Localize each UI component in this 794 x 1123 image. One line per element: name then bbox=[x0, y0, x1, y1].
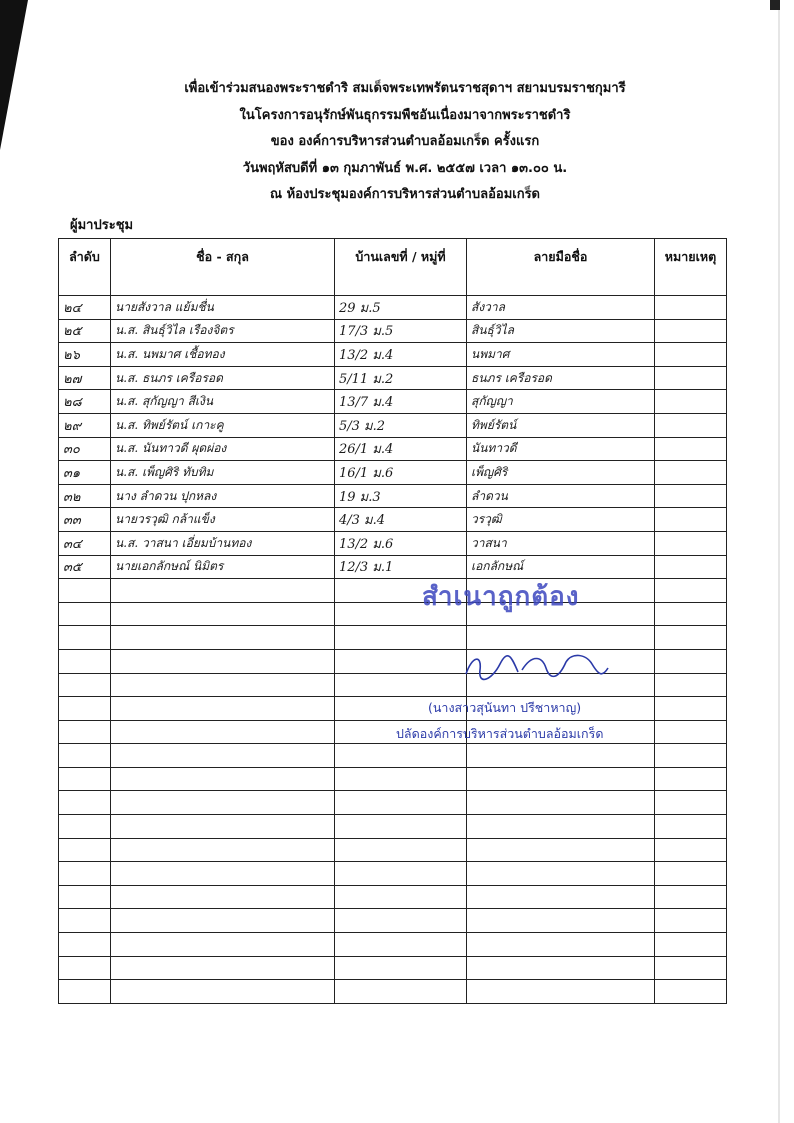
table-row-empty bbox=[59, 791, 727, 815]
empty-cell bbox=[467, 838, 655, 862]
empty-cell bbox=[59, 697, 111, 721]
empty-cell bbox=[655, 649, 727, 673]
empty-cell bbox=[59, 744, 111, 768]
empty-cell bbox=[111, 767, 335, 791]
row-signature: สินธุ์วิไล bbox=[467, 319, 655, 343]
empty-cell bbox=[467, 767, 655, 791]
table-row-empty bbox=[59, 744, 727, 768]
table-row bbox=[59, 296, 727, 320]
empty-cell bbox=[59, 720, 111, 744]
empty-cell bbox=[655, 767, 727, 791]
row-remark bbox=[655, 508, 727, 532]
row-number: ๒๖ bbox=[59, 343, 111, 367]
empty-cell bbox=[111, 626, 335, 650]
table-row bbox=[59, 461, 727, 485]
empty-cell bbox=[467, 744, 655, 768]
row-address: 5/3 ม.2 bbox=[335, 413, 467, 437]
table-row-empty bbox=[59, 956, 727, 980]
row-signature: เอกลักษณ์ bbox=[467, 555, 655, 579]
empty-cell bbox=[59, 885, 111, 909]
row-number: ๓๔ bbox=[59, 531, 111, 555]
empty-cell bbox=[655, 697, 727, 721]
table-row-empty bbox=[59, 649, 727, 673]
table-row-empty bbox=[59, 626, 727, 650]
empty-cell bbox=[111, 815, 335, 839]
row-address: 13/2 ม.6 bbox=[335, 531, 467, 555]
row-remark bbox=[655, 296, 727, 320]
row-remark bbox=[655, 437, 727, 461]
table-row-empty bbox=[59, 980, 727, 1004]
empty-cell bbox=[111, 649, 335, 673]
empty-cell bbox=[655, 956, 727, 980]
table-row bbox=[59, 390, 727, 414]
empty-cell bbox=[59, 579, 111, 603]
row-address: 5/11 ม.2 bbox=[335, 366, 467, 390]
row-number: ๒๕ bbox=[59, 319, 111, 343]
empty-cell bbox=[111, 838, 335, 862]
row-address: 17/3 ม.5 bbox=[335, 319, 467, 343]
empty-cell bbox=[655, 673, 727, 697]
table-row-empty bbox=[59, 720, 727, 744]
row-remark bbox=[655, 484, 727, 508]
empty-cell bbox=[655, 579, 727, 603]
empty-cell bbox=[655, 626, 727, 650]
column-header-address: บ้านเลขที่ / หมู่ที่ bbox=[335, 239, 467, 296]
row-name: นายเอกลักษณ์ นิมิตร bbox=[111, 555, 335, 579]
empty-cell bbox=[59, 933, 111, 957]
empty-cell bbox=[655, 885, 727, 909]
row-address: 16/1 ม.6 bbox=[335, 461, 467, 485]
row-number: ๓๓ bbox=[59, 508, 111, 532]
empty-cell bbox=[335, 933, 467, 957]
empty-cell bbox=[335, 909, 467, 933]
empty-cell bbox=[59, 980, 111, 1004]
empty-cell bbox=[467, 885, 655, 909]
scan-edge bbox=[778, 0, 780, 1123]
empty-cell bbox=[111, 933, 335, 957]
scan-edge-mark bbox=[770, 0, 780, 10]
empty-cell bbox=[655, 838, 727, 862]
empty-cell bbox=[335, 815, 467, 839]
row-signature: เพ็ญศิริ bbox=[467, 461, 655, 485]
row-signature: สุกัญญา bbox=[467, 390, 655, 414]
empty-cell bbox=[655, 862, 727, 886]
header-line: วันพฤหัสบดีที่ ๑๓ กุมภาพันธ์ พ.ศ. ๒๕๕๗ เวลา ๑๓.๐๐ น. bbox=[242, 160, 568, 176]
empty-cell bbox=[335, 791, 467, 815]
row-name: น.ส. นพมาศ เชื้อทอง bbox=[111, 343, 335, 367]
table-row-empty bbox=[59, 909, 727, 933]
empty-cell bbox=[111, 956, 335, 980]
empty-cell bbox=[335, 862, 467, 886]
row-signature: ธนภร เครือรอด bbox=[467, 366, 655, 390]
empty-cell bbox=[111, 697, 335, 721]
table-row-empty bbox=[59, 838, 727, 862]
empty-cell bbox=[59, 649, 111, 673]
row-number: ๓๑ bbox=[59, 461, 111, 485]
empty-cell bbox=[655, 909, 727, 933]
empty-cell bbox=[655, 791, 727, 815]
signer-title: ปลัดองค์การบริหารส่วนตำบลอ้อมเกร็ด bbox=[396, 726, 604, 741]
signer-name: (นางสาวสุนันทา ปรีชาหาญ) bbox=[428, 700, 582, 715]
empty-cell bbox=[59, 956, 111, 980]
empty-cell bbox=[111, 720, 335, 744]
empty-cell bbox=[111, 980, 335, 1004]
row-remark bbox=[655, 343, 727, 367]
empty-cell bbox=[655, 933, 727, 957]
table-row-empty bbox=[59, 767, 727, 791]
empty-cell bbox=[467, 956, 655, 980]
signature-scribble bbox=[462, 650, 612, 684]
row-name: นายสังวาล แย้มชื่น bbox=[111, 296, 335, 320]
row-remark bbox=[655, 531, 727, 555]
row-number: ๒๙ bbox=[59, 413, 111, 437]
table-row-empty bbox=[59, 862, 727, 886]
empty-cell bbox=[335, 744, 467, 768]
row-remark bbox=[655, 461, 727, 485]
empty-cell bbox=[655, 602, 727, 626]
row-name: น.ส. เพ็ญศิริ ทับทิม bbox=[111, 461, 335, 485]
row-signature: ลำดวน bbox=[467, 484, 655, 508]
empty-cell bbox=[467, 815, 655, 839]
empty-cell bbox=[335, 767, 467, 791]
empty-cell bbox=[467, 933, 655, 957]
row-remark bbox=[655, 413, 727, 437]
table-row bbox=[59, 366, 727, 390]
row-signature: วาสนา bbox=[467, 531, 655, 555]
row-number: ๓๕ bbox=[59, 555, 111, 579]
row-remark bbox=[655, 366, 727, 390]
row-address: 13/2 ม.4 bbox=[335, 343, 467, 367]
empty-cell bbox=[111, 579, 335, 603]
table-row-empty bbox=[59, 885, 727, 909]
column-header-remark: หมายเหตุ bbox=[655, 239, 727, 296]
empty-cell bbox=[335, 838, 467, 862]
empty-cell bbox=[59, 909, 111, 933]
row-number: ๒๔ bbox=[59, 296, 111, 320]
empty-cell bbox=[335, 626, 467, 650]
row-name: น.ส. สินธุ์วิไล เรืองจิตร bbox=[111, 319, 335, 343]
empty-cell bbox=[111, 862, 335, 886]
row-remark bbox=[655, 555, 727, 579]
empty-cell bbox=[59, 626, 111, 650]
row-address: 12/3 ม.1 bbox=[335, 555, 467, 579]
row-name: นาง ลำดวน ปุกหลง bbox=[111, 484, 335, 508]
empty-cell bbox=[655, 744, 727, 768]
header-line: ณ ห้องประชุมองค์การบริหารส่วนตำบลอ้อมเกร็ด bbox=[269, 187, 541, 202]
table-row bbox=[59, 319, 727, 343]
empty-cell bbox=[335, 980, 467, 1004]
empty-cell bbox=[467, 791, 655, 815]
empty-cell bbox=[111, 909, 335, 933]
table-row bbox=[59, 508, 727, 532]
row-remark bbox=[655, 319, 727, 343]
empty-cell bbox=[467, 909, 655, 933]
table-row bbox=[59, 437, 727, 461]
empty-cell bbox=[111, 791, 335, 815]
row-name: น.ส. วาสนา เอี่ยมบ้านทอง bbox=[111, 531, 335, 555]
row-address: 26/1 ม.4 bbox=[335, 437, 467, 461]
empty-cell bbox=[467, 980, 655, 1004]
row-signature: สังวาล bbox=[467, 296, 655, 320]
empty-cell bbox=[111, 602, 335, 626]
row-signature: นันทาวดี bbox=[467, 437, 655, 461]
empty-cell bbox=[59, 602, 111, 626]
empty-cell bbox=[59, 791, 111, 815]
empty-cell bbox=[59, 815, 111, 839]
row-address: 4/3 ม.4 bbox=[335, 508, 467, 532]
table-row bbox=[59, 531, 727, 555]
row-address: 19 ม.3 bbox=[335, 484, 467, 508]
table-row-empty bbox=[59, 602, 727, 626]
row-number: ๓๒ bbox=[59, 484, 111, 508]
empty-cell bbox=[335, 885, 467, 909]
empty-cell bbox=[59, 767, 111, 791]
empty-cell bbox=[59, 673, 111, 697]
row-signature: วรวุฒิ bbox=[467, 508, 655, 532]
empty-cell bbox=[467, 862, 655, 886]
empty-cell bbox=[335, 649, 467, 673]
column-header-name: ชื่อ - สกุล bbox=[111, 239, 335, 296]
column-header-signature: ลายมือชื่อ bbox=[467, 239, 655, 296]
row-number: ๒๘ bbox=[59, 390, 111, 414]
row-signature: นพมาศ bbox=[467, 343, 655, 367]
row-name: น.ส. นันทาวดี ผุดผ่อง bbox=[111, 437, 335, 461]
certified-copy-stamp: สำเนาถูกต้อง bbox=[422, 582, 580, 612]
empty-cell bbox=[111, 744, 335, 768]
table-row bbox=[59, 343, 727, 367]
table-row-empty bbox=[59, 933, 727, 957]
column-header-no: ลำดับ bbox=[59, 239, 111, 296]
attendees-label: ผู้มาประชุม bbox=[70, 218, 134, 233]
empty-cell bbox=[59, 838, 111, 862]
row-signature: ทิพย์รัตน์ bbox=[467, 413, 655, 437]
row-name: น.ส. ทิพย์รัตน์ เกาะคู bbox=[111, 413, 335, 437]
row-name: น.ส. ธนภร เครือรอด bbox=[111, 366, 335, 390]
row-remark bbox=[655, 390, 727, 414]
empty-cell bbox=[335, 673, 467, 697]
row-address: 13/7 ม.4 bbox=[335, 390, 467, 414]
empty-cell bbox=[655, 720, 727, 744]
empty-cell bbox=[335, 956, 467, 980]
table-row bbox=[59, 484, 727, 508]
header-line: เพื่อเข้าร่วมสนองพระราชดำริ สมเด็จพระเทพรัตนราชสุดาฯ สยามบรมราชกุมารี bbox=[184, 81, 626, 96]
empty-cell bbox=[655, 980, 727, 1004]
header-line: ในโครงการอนุรักษ์พันธุกรรมพืชอันเนื่องมาจากพระราชดำริ bbox=[239, 107, 571, 123]
document-header bbox=[120, 76, 690, 209]
scan-corner-shadow bbox=[0, 0, 28, 150]
row-address: 29 ม.5 bbox=[335, 296, 467, 320]
row-name: น.ส. สุกัญญา สีเงิน bbox=[111, 390, 335, 414]
row-number: ๒๗ bbox=[59, 366, 111, 390]
header-line: ของ องค์การบริหารส่วนตำบลอ้อมเกร็ด ครั้งแรก bbox=[270, 134, 540, 149]
empty-cell bbox=[655, 815, 727, 839]
table-row-empty bbox=[59, 697, 727, 721]
table-row-empty bbox=[59, 579, 727, 603]
empty-cell bbox=[111, 885, 335, 909]
empty-cell bbox=[59, 862, 111, 886]
row-name: นายวรวุฒิ กล้าแข็ง bbox=[111, 508, 335, 532]
table-row-empty bbox=[59, 815, 727, 839]
row-number: ๓๐ bbox=[59, 437, 111, 461]
table-header-row bbox=[59, 239, 727, 296]
table-row bbox=[59, 555, 727, 579]
table-row-empty bbox=[59, 673, 727, 697]
empty-cell bbox=[467, 626, 655, 650]
table-row bbox=[59, 413, 727, 437]
attendance-table bbox=[58, 238, 727, 1004]
empty-cell bbox=[111, 673, 335, 697]
